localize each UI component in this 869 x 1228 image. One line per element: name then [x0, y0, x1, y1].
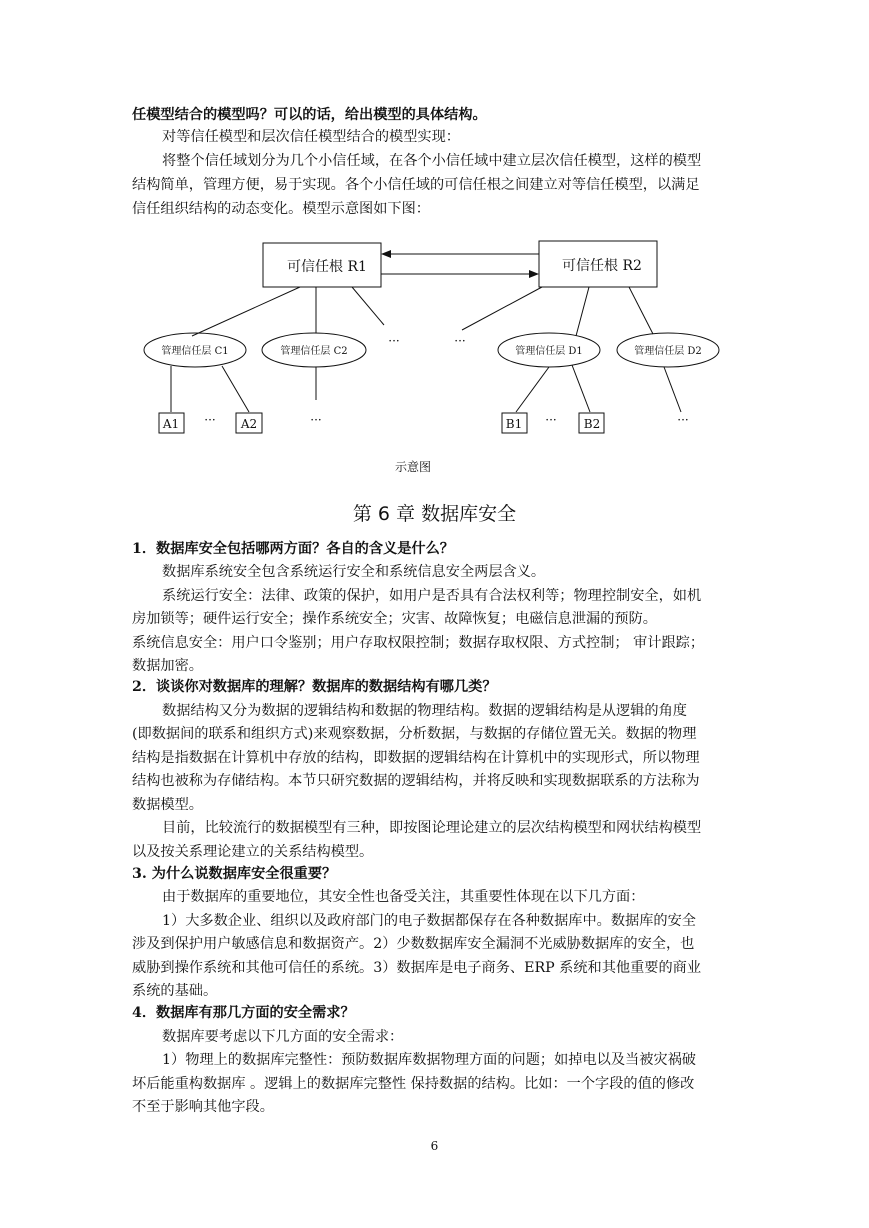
paragraph-line: 不至于影响其他字段。	[132, 1099, 274, 1115]
ellipsis-mark: ···	[310, 413, 322, 427]
paragraph-line: 将整个信任域划分为几个小信任域，在各个小信任域中建立层次信任模型，这样的模型	[162, 153, 702, 169]
layer-d1-label: 管理信任层 D1	[515, 346, 583, 357]
paragraph-line: 坏后能重构数据库 。逻辑上的数据库完整性 保持数据的结构。比如：一个字段的值的修改	[132, 1076, 695, 1092]
layer-c2-label: 管理信任层 C2	[280, 346, 348, 357]
trust-model-diagram	[0, 230, 869, 480]
paragraph-line: 结构简单，管理方便，易于实现。各个小信任域的可信任根之间建立对等信任模型，以满足	[132, 177, 700, 193]
paragraph-line: 结构也被称为存储结构。本节只研究数据的逻辑结构，并将反映和实现数据联系的方法称为	[132, 773, 700, 789]
paragraph-line: 数据加密。	[132, 658, 203, 674]
paragraph-line: 威胁到操作系统和其他可信任的系统。3）数据库是电子商务、ERP 系统和其他重要的商业	[132, 960, 702, 976]
paragraph-line: 结构是指数据在计算机中存放的结构，即数据的逻辑结构在计算机中的实现形式，所以物理	[132, 750, 700, 766]
paragraph-line: 1）物理上的数据库完整性：预防数据库数据物理方面的问题；如掉电以及当被灾祸破	[162, 1052, 696, 1068]
layer-d2-label: 管理信任层 D2	[634, 346, 702, 357]
paragraph-line: 数据库系统安全包含系统运行安全和系统信息安全两层含义。	[162, 564, 546, 580]
ellipsis-mark: ···	[545, 413, 557, 427]
paragraph-line: 系统信息安全：用户口令鉴别；用户存取权限控制；数据存取权限、方式控制； 审计跟踪；	[132, 635, 705, 651]
page-number: 6	[430, 1139, 439, 1153]
paragraph-line: 系统运行安全：法律、政策的保护，如用户是否具有合法权利等；物理控制安全，如机	[162, 588, 702, 604]
question-tail: 任模型结合的模型吗？可以的话，给出模型的具体结构。	[132, 107, 487, 123]
question-heading: 2．谈谈你对数据库的理解？数据库的数据结构有哪几类？	[132, 679, 497, 695]
paragraph-line: 目前，比较流行的数据模型有三种，即按图论理论建立的层次结构模型和网状结构模型	[162, 820, 702, 836]
diagram-caption: 示意图	[394, 460, 432, 474]
ellipsis-mark: ···	[677, 413, 689, 427]
answer-lead: 对等信任模型和层次信任模型结合的模型实现：	[162, 129, 460, 145]
root-r2-label: 可信任根 R2	[562, 258, 642, 274]
paragraph-line: 由于数据库的重要地位，其安全性也备受关注，其重要性体现在以下几方面：	[162, 889, 645, 905]
paragraph-line: 系统的基础。	[132, 983, 218, 999]
paragraph-line: 以及按关系理论建立的关系结构模型。	[132, 844, 374, 860]
leaf-b1-label: B1	[505, 417, 523, 431]
question-heading: 4．数据库有那几方面的安全需求？	[132, 1005, 355, 1021]
ellipsis-mark: ···	[388, 334, 400, 348]
paragraph-line: 信任组织结构的动态变化。模型示意图如下图：	[132, 201, 430, 217]
root-r1-label: 可信任根 R1	[287, 259, 367, 275]
chapter-title: 第 6 章 数据库安全	[352, 503, 517, 525]
paragraph-line: 数据库要考虑以下几方面的安全需求：	[162, 1029, 404, 1045]
paragraph-line: 涉及到保护用户敏感信息和数据资产。2）少数数据库安全漏洞不光威胁数据库的安全，也	[132, 936, 695, 952]
question-heading: 1．数据库安全包括哪两方面？各自的含义是什么？	[132, 541, 454, 557]
leaf-b2-label: B2	[583, 417, 601, 431]
paragraph-line: 数据模型。	[132, 797, 203, 813]
question-heading: 3. 为什么说数据库安全很重要？	[132, 866, 337, 882]
leaf-a2-label: A2	[240, 417, 258, 431]
paragraph-line: (即数据间的联系和组织方式)来观察数据，分析数据，与数据的存储位置无关。数据的物理	[132, 726, 697, 742]
paragraph-line: 数据结构又分为数据的逻辑结构和数据的物理结构。数据的逻辑结构是从逻辑的角度	[162, 703, 687, 719]
ellipsis-mark: ···	[454, 334, 466, 348]
paragraph-line: 房加锁等；硬件运行安全；操作系统安全；灾害、故障恢复；电磁信息泄漏的预防。	[132, 611, 657, 627]
ellipsis-mark: ···	[204, 413, 216, 427]
layer-c1-label: 管理信任层 C1	[161, 346, 229, 357]
paragraph-line: 1）大多数企业、组织以及政府部门的电子数据都保存在各种数据库中。数据库的安全	[162, 913, 696, 929]
leaf-a1-label: A1	[162, 417, 180, 431]
